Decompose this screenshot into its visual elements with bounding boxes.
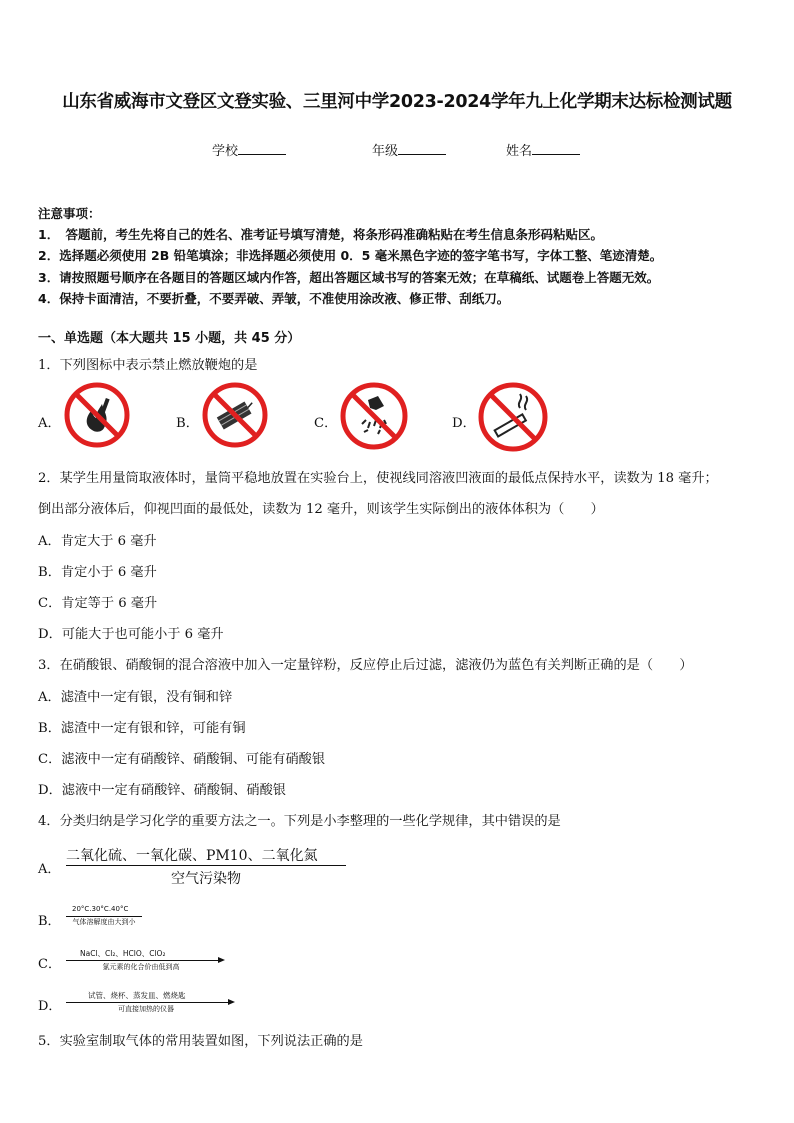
section-title: 一、单选题（本大题共 15 小题，共 45 分） xyxy=(38,331,301,346)
notes-heading: 注意事项： xyxy=(38,206,101,221)
question-2-option-a[interactable]: A．肯定大于 6 毫升 xyxy=(38,534,157,549)
option-c-arrow xyxy=(66,960,220,961)
question-3-option-b[interactable]: B．滤渣中一定有银和锌，可能有铜 xyxy=(38,721,246,736)
option-c-arrowhead xyxy=(218,957,225,963)
name-blank[interactable] xyxy=(532,141,580,155)
note-item: 3．请按照题号顺序在各题目的答题区域内作答，超出答题区域书写的答案无效；在草稿纸、试题卷上答题无效。 xyxy=(38,269,660,285)
question-3-option-d[interactable]: D．滤液中一定有硝酸锌、硝酸铜、硝酸银 xyxy=(38,783,286,798)
name-label: 姓名 xyxy=(506,144,533,159)
school-blank[interactable] xyxy=(238,141,286,155)
question-4-option-a[interactable] xyxy=(38,845,368,885)
option-c-rule: 氯元素的化合价由低到高 xyxy=(102,963,180,971)
question-5-stem: 5．实验室制取气体的常用装置如图，下列说法正确的是 xyxy=(38,1034,363,1049)
notes-block xyxy=(38,203,768,309)
option-a-bar xyxy=(66,865,346,866)
student-info-row xyxy=(0,140,794,162)
note-item: 1． 答题前，考生先将自己的姓名、准考证号填写清楚，将条形码准确粘贴在考生信息条形码粘贴区。 xyxy=(38,227,603,243)
question-2-stem-line1: 2．某学生用量筒取液体时，量筒平稳地放置在实验台上，使视线同溶液凹液面的最低点保持水平，读数为 18 毫升； xyxy=(38,471,718,486)
question-4-option-d[interactable] xyxy=(38,990,258,1018)
option-b-rule: 气体溶解度由大到小 xyxy=(72,918,136,926)
option-d-label: D． xyxy=(38,999,62,1014)
grade-blank[interactable] xyxy=(398,141,446,155)
option-c-label: C． xyxy=(38,957,61,972)
note-item: 2．选择题必须使用 2B 铅笔填涂；非选择题必须使用 0．5 毫米黑色字迹的签字笔书写，字体工整、笔迹清楚。 xyxy=(38,248,663,264)
question-4-option-b[interactable] xyxy=(38,905,238,931)
grade-field[interactable] xyxy=(372,140,446,159)
question-2-option-c[interactable]: C．肯定等于 6 毫升 xyxy=(38,596,158,611)
option-b-label: B． xyxy=(38,914,61,929)
school-label: 学校 xyxy=(212,144,239,159)
question-3-stem: 3．在硝酸银、硝酸铜的混合溶液中加入一定量锌粉，反应停止后过滤，滤液仍为蓝色有关判断正确的是（ ） xyxy=(38,658,693,673)
question-2-stem-line2: 倒出部分液体后，仰视凹面的最低处，读数为 12 毫升，则该学生实际倒出的液体体积为（ ） xyxy=(38,502,604,517)
option-a-label: A． xyxy=(38,416,61,431)
option-b-label: B． xyxy=(176,416,199,431)
question-3-option-a[interactable]: A．滤渣中一定有银，没有铜和锌 xyxy=(38,690,233,705)
question-4-option-c[interactable] xyxy=(38,948,258,976)
no-fire-icon[interactable] xyxy=(62,380,132,450)
option-a-rule: 空气污染物 xyxy=(171,871,241,887)
name-field[interactable] xyxy=(506,140,580,159)
note-item: 4．保持卡面清洁，不要折叠，不要弄破、弄皱，不准使用涂改液、修正带、刮纸刀。 xyxy=(38,290,510,306)
question-2-option-d[interactable]: D．可能大于也可能小于 6 毫升 xyxy=(38,627,224,642)
question-4-stem: 4．分类归纳是学习化学的重要方法之一。下列是小李整理的一些化学规律，其中错误的是 xyxy=(38,814,561,829)
question-1-options xyxy=(38,380,768,460)
option-c-items: NaCl、Cl₂、HClO、ClO₂ xyxy=(80,949,166,958)
no-fireworks-icon[interactable] xyxy=(200,380,270,450)
option-d-label: D． xyxy=(452,416,476,431)
question-1-stem: 1．下列图标中表示禁止燃放鞭炮的是 xyxy=(38,358,258,373)
question-3-option-c[interactable]: C．滤液中一定有硝酸锌、硝酸铜、可能有硝酸银 xyxy=(38,752,326,767)
no-explosives-icon[interactable] xyxy=(338,380,410,452)
school-field[interactable] xyxy=(212,140,286,159)
option-b-items: 20°C.30°C.40°C xyxy=(72,905,129,913)
option-c-label: C． xyxy=(314,416,338,431)
option-d-arrowhead xyxy=(228,999,235,1005)
page-title: 山东省威海市文登区文登实验、三里河中学2023-2024学年九上化学期末达标检测试题 xyxy=(62,92,732,112)
option-d-rule: 可直接加热的仪器 xyxy=(118,1005,174,1013)
option-d-items: 试管、烧杯、蒸发皿、燃烧匙 xyxy=(88,991,186,1000)
grade-label: 年级 xyxy=(372,144,399,159)
option-d-arrow xyxy=(66,1002,230,1003)
no-smoking-icon[interactable] xyxy=(476,380,550,454)
option-a-label: A． xyxy=(38,862,61,877)
option-a-items: 二氧化硫、一氧化碳、PM10、二氧化氮 xyxy=(66,848,318,864)
question-2-option-b[interactable]: B．肯定小于 6 毫升 xyxy=(38,565,157,580)
